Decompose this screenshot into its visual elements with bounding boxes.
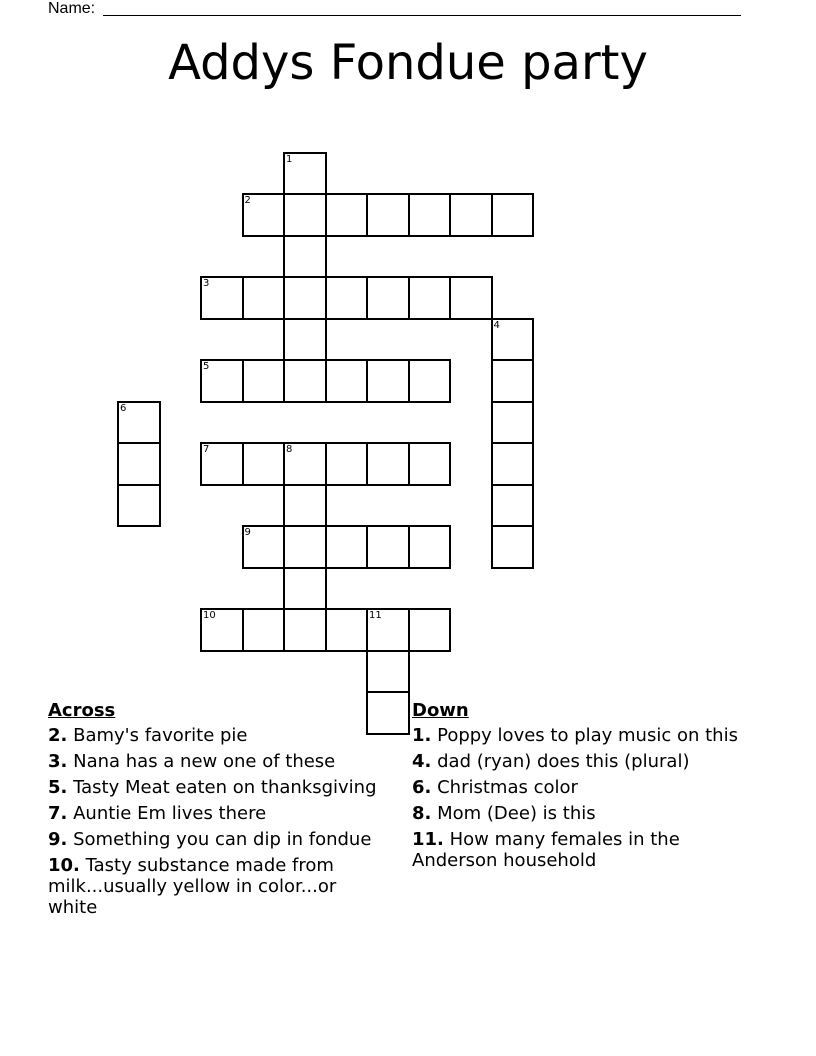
grid-cell[interactable] bbox=[408, 359, 452, 403]
clue-across-7 bbox=[48, 803, 388, 824]
grid-cell[interactable] bbox=[242, 608, 286, 652]
clue-text: Something you can dip in fondue bbox=[73, 829, 372, 850]
clue-down-4 bbox=[412, 751, 752, 772]
grid-cell[interactable] bbox=[325, 359, 369, 403]
grid-cell[interactable] bbox=[366, 193, 410, 237]
grid-cell[interactable] bbox=[366, 359, 410, 403]
grid-cell[interactable] bbox=[283, 567, 327, 611]
clue-number: 11. bbox=[412, 829, 444, 850]
grid-cell[interactable] bbox=[283, 318, 327, 362]
grid-cell[interactable] bbox=[325, 276, 369, 320]
cell-number: 8 bbox=[286, 444, 293, 455]
clue-number: 3. bbox=[48, 751, 68, 772]
clue-down-1 bbox=[412, 725, 752, 746]
grid-cell[interactable] bbox=[491, 359, 535, 403]
grid-cell[interactable] bbox=[283, 484, 327, 528]
grid-cell[interactable] bbox=[366, 650, 410, 694]
clue-text: Poppy loves to play music on this bbox=[437, 725, 738, 746]
clue-number: 9. bbox=[48, 829, 68, 850]
grid-cell[interactable] bbox=[491, 318, 535, 362]
cell-number: 10 bbox=[203, 610, 216, 621]
grid-cell[interactable] bbox=[408, 608, 452, 652]
grid-cell[interactable] bbox=[242, 442, 286, 486]
cell-number: 1 bbox=[286, 153, 293, 165]
grid-cell[interactable] bbox=[283, 276, 327, 320]
grid-cell[interactable] bbox=[117, 442, 161, 486]
cell-number: 9 bbox=[244, 527, 251, 538]
grid-cell[interactable] bbox=[325, 608, 369, 652]
clue-text: How many females in the Anderson household bbox=[412, 829, 680, 871]
grid-cell[interactable] bbox=[325, 525, 369, 569]
clue-text: Tasty substance made from milk...usually yellow in color...or white bbox=[48, 855, 337, 918]
cell-number: 6 bbox=[120, 402, 127, 414]
clue-across-9 bbox=[48, 829, 388, 850]
down-heading: Down bbox=[412, 700, 469, 721]
grid-cell[interactable] bbox=[200, 359, 244, 403]
clue-text: Christmas color bbox=[437, 777, 578, 798]
clue-down-11 bbox=[412, 829, 752, 871]
grid-cell[interactable] bbox=[408, 525, 452, 569]
cell-number: 2 bbox=[244, 195, 251, 206]
grid-cell[interactable] bbox=[366, 276, 410, 320]
grid-cell[interactable] bbox=[117, 484, 161, 528]
grid-cell[interactable] bbox=[366, 608, 410, 652]
clue-across-3 bbox=[48, 751, 388, 772]
grid-cell[interactable] bbox=[491, 193, 535, 237]
cell-number: 7 bbox=[203, 444, 210, 455]
cell-number: 3 bbox=[203, 278, 210, 289]
clue-down-8 bbox=[412, 803, 752, 824]
clue-text: Mom (Dee) is this bbox=[437, 803, 596, 824]
grid-cell[interactable] bbox=[283, 525, 327, 569]
grid-cell[interactable] bbox=[200, 442, 244, 486]
grid-cell[interactable] bbox=[449, 276, 493, 320]
grid-cell[interactable] bbox=[408, 276, 452, 320]
clue-text: Nana has a new one of these bbox=[73, 751, 336, 772]
cell-number: 5 bbox=[203, 361, 210, 372]
grid-cell[interactable] bbox=[408, 193, 452, 237]
clue-down-6 bbox=[412, 777, 752, 798]
cell-number: 4 bbox=[493, 319, 500, 331]
across-clues bbox=[48, 700, 388, 923]
grid-cell[interactable] bbox=[491, 442, 535, 486]
grid-cell[interactable] bbox=[325, 193, 369, 237]
grid-cell[interactable] bbox=[242, 276, 286, 320]
clue-across-2 bbox=[48, 725, 388, 746]
grid-cell[interactable] bbox=[408, 442, 452, 486]
grid-cell[interactable] bbox=[283, 193, 327, 237]
clue-number: 4. bbox=[412, 751, 432, 772]
grid-cell[interactable] bbox=[491, 525, 535, 569]
grid-cell[interactable] bbox=[491, 484, 535, 528]
clue-number: 1. bbox=[412, 725, 432, 746]
grid-cell[interactable] bbox=[242, 193, 286, 237]
clue-number: 6. bbox=[412, 777, 432, 798]
cell-number: 11 bbox=[369, 610, 382, 621]
clue-number: 2. bbox=[48, 725, 68, 746]
clue-across-5 bbox=[48, 777, 388, 798]
puzzle-title: Addys Fondue party bbox=[168, 35, 648, 91]
clue-number: 5. bbox=[48, 777, 68, 798]
grid-cell[interactable] bbox=[200, 608, 244, 652]
grid-cell[interactable] bbox=[283, 235, 327, 279]
grid-cell[interactable] bbox=[283, 442, 327, 486]
grid-cell[interactable] bbox=[242, 359, 286, 403]
grid-cell[interactable] bbox=[366, 442, 410, 486]
clue-number: 10. bbox=[48, 855, 80, 876]
clue-across-10 bbox=[48, 855, 388, 918]
clue-text: dad (ryan) does this (plural) bbox=[437, 751, 690, 772]
clue-number: 8. bbox=[412, 803, 432, 824]
grid-cell[interactable] bbox=[491, 401, 535, 445]
grid-cell[interactable] bbox=[200, 276, 244, 320]
grid-cell[interactable] bbox=[117, 401, 161, 445]
grid-cell[interactable] bbox=[242, 525, 286, 569]
grid-cell[interactable] bbox=[283, 359, 327, 403]
clue-number: 7. bbox=[48, 803, 68, 824]
grid-cell[interactable] bbox=[449, 193, 493, 237]
across-heading: Across bbox=[48, 700, 116, 721]
grid-cell[interactable] bbox=[283, 152, 327, 196]
grid-cell[interactable] bbox=[325, 442, 369, 486]
grid-cell[interactable] bbox=[283, 608, 327, 652]
name-field-label: Name: bbox=[48, 0, 96, 17]
clue-text: Auntie Em lives there bbox=[73, 803, 267, 824]
clue-text: Bamy's favorite pie bbox=[73, 725, 248, 746]
clue-text: Tasty Meat eaten on thanksgiving bbox=[73, 777, 377, 798]
down-clues bbox=[412, 700, 752, 876]
grid-cell[interactable] bbox=[366, 525, 410, 569]
